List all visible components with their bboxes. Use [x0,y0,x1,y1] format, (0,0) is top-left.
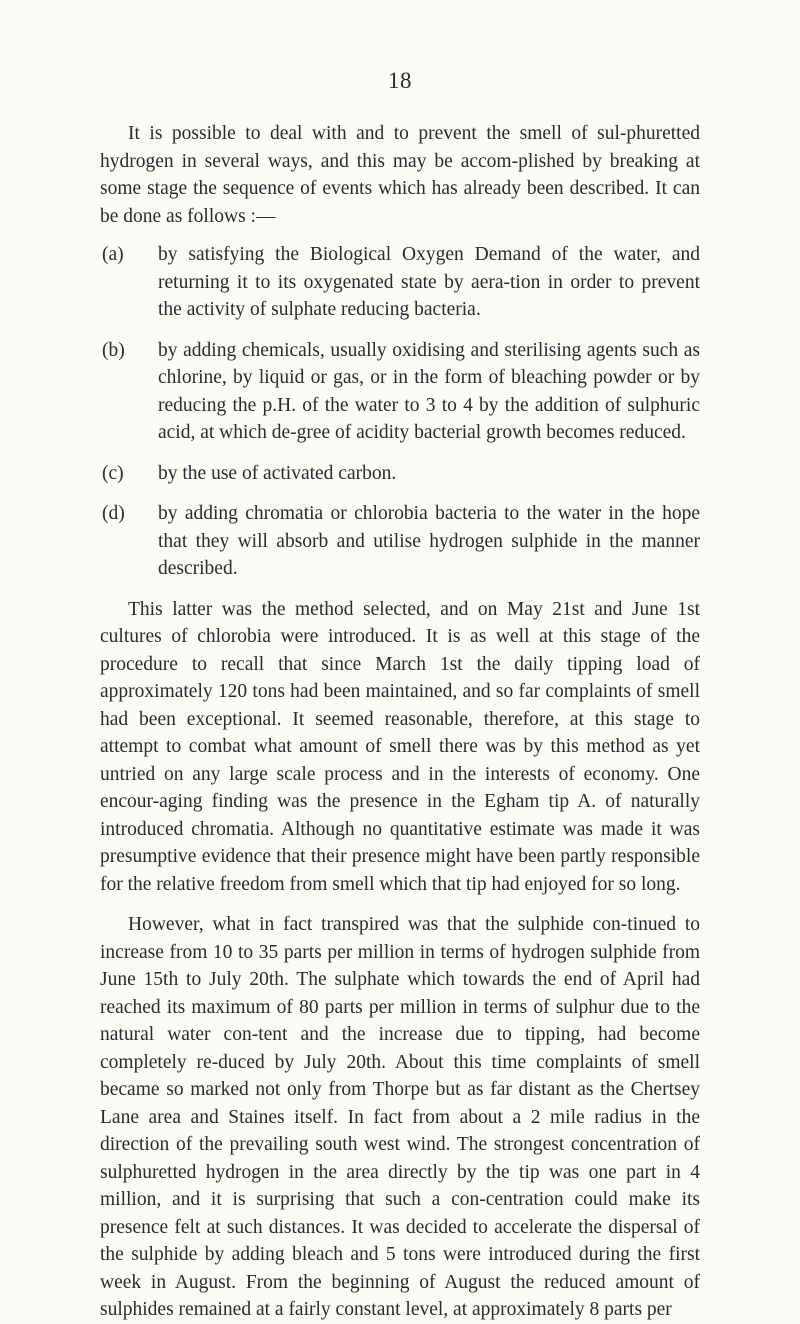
page-number: 18 [388,68,412,93]
list-item [100,241,700,324]
body-paragraph: However, what in fact transpired was that the sulphide con-tinued to increase from 10 to 35 parts per million in terms of hydrogen sulphide from June 15th to July 20th. The sulphate which towards the end of April had reached its maximum of 80 parts per million in terms of sulphur due to the natural water con-tent and the increase due to tipping, had become completely re-duced by July 20th. About this time complaints of smell became so marked not only from Thorpe but as far distant as the Chertsey Lane area and Staines itself. In fact from about a 2 mile radius in the direction of the prevailing south west wind. The strongest concentration of sulphuretted hydrogen in the area directly by the tip was one part in 4 million, and it is surprising that such a con-centration could make its presence felt at such distances. It was decided to accelerate the dispersal of the sulphide by adding bleach and 5 tons were introduced during the first week in August. From the beginning of August the reduced amount of sulphides remained at a fairly constant level, at approximately 8 parts per [100,914,700,1320]
list-item [100,337,700,447]
intro-paragraph: It is possible to deal with and to prevent the smell of sul-phuretted hydrogen in several ways, and this may be accom-plished by breaking at some stage the sequence of events which has already been described. It can be done as follows :— [100,123,700,227]
list-item-text: by adding chromatia or chlorobia bacteria to the water in the hope that they will absorb and utilise hydrogen sulphide in the manner described. [158,503,700,579]
list-marker: (d) [102,503,125,524]
list-item [100,460,700,488]
page-body [100,120,700,1324]
list-marker: (b) [102,339,125,361]
body-paragraph: This latter was the method selected, and on May 21st and June 1st cultures of chlorobia were introduced. It is as well at this stage of the procedure to recall that since March 1st the daily tipping load of approximately 120 tons had been maintained, and so far complaints of smell had been exceptional. It seemed reasonable, therefore, at this stage to attempt to combat what amount of smell there was by this method as yet untried on any large scale process and in the interests of economy. One encour-aging finding was the presence in the Egham tip A. of naturally introduced chromatia. Although no quantitative estimate was made it was presumptive evidence that their presence might have been partly responsible for the relative freedom from smell which that tip had enjoyed for so long. [100,598,700,895]
list-item-text: by satisfying the Biological Oxygen Demand of the water, and returning it to its oxygenated state by aera-tion in order to prevent the activity of sulphate reducing bacteria. [158,244,700,320]
list-marker: (a) [102,244,124,265]
list-item [100,500,700,583]
list-item-text: by the use of activated carbon. [158,462,397,484]
methods-list [100,241,700,583]
list-item-text: by adding chemicals, usually oxidising and sterilising agents such as chlorine, by liquid or gas, or in the form of bleaching powder or by reducing the p.H. of the water to 3 to 4 by the addition of sulphuric acid, at which de-gree of acidity bacterial growth becomes reduced. [158,339,700,443]
list-marker: (c) [102,462,124,484]
